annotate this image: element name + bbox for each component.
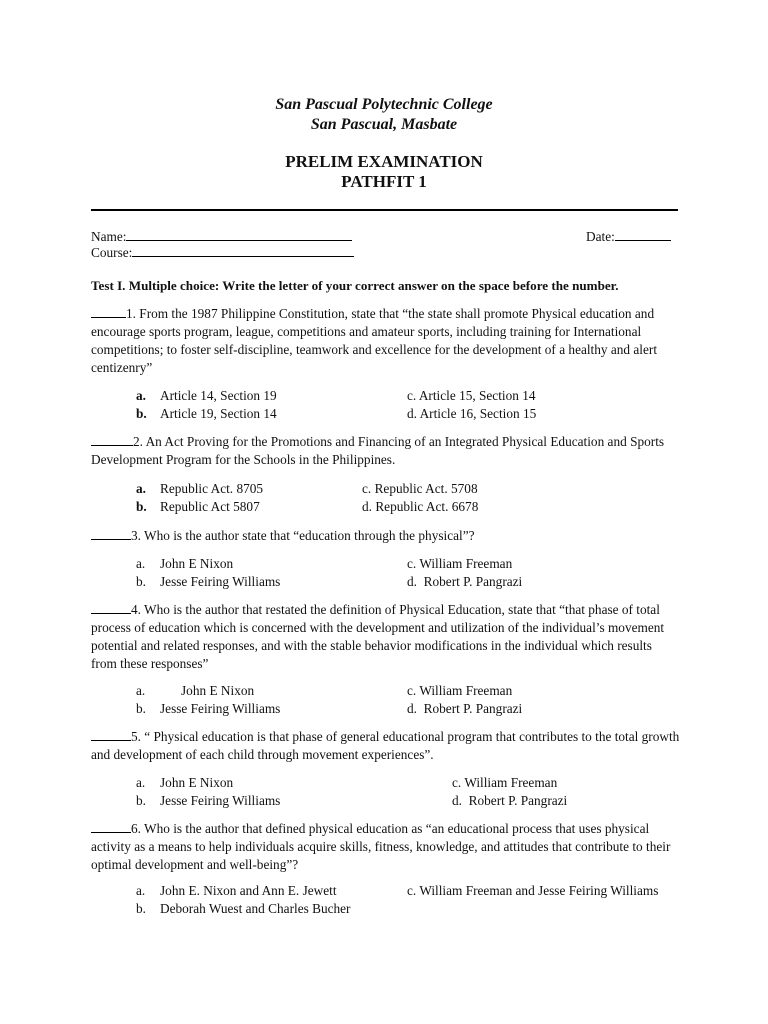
- option-3b[interactable]: b. Jesse Feiring Williams: [136, 574, 281, 589]
- college-location: San Pascual, Masbate: [310, 116, 458, 133]
- option-6b[interactable]: b. Deborah Wuest and Charles Bucher: [136, 901, 351, 916]
- answer-blank-4[interactable]: [91, 601, 131, 614]
- date-blank[interactable]: [615, 228, 671, 241]
- name-label: Name:: [91, 229, 127, 244]
- question-4: [91, 601, 681, 673]
- answer-blank-5[interactable]: [91, 728, 131, 741]
- test-instructions: Test I. Multiple choice: Write the letter of your correct answer on the space before the number.: [91, 278, 619, 293]
- option-2b[interactable]: b. Republic Act 5807: [136, 499, 260, 514]
- course-field[interactable]: [91, 244, 354, 262]
- option-4d[interactable]: d. Robert P. Pangrazi: [407, 701, 523, 716]
- option-4c[interactable]: c. William Freeman: [407, 683, 513, 698]
- answer-blank-2[interactable]: [91, 433, 133, 446]
- option-6a[interactable]: a. John E. Nixon and Ann E. Jewett: [136, 883, 337, 898]
- question-5: [91, 728, 681, 764]
- question-text: 6. Who is the author that defined physical education as “an educational process that uses physical activity as a means to help individuals acquire skills, fitness, knowledge, and attitudes that contribute to their optimal development and well-being”?: [91, 821, 671, 872]
- answer-blank-1[interactable]: [91, 305, 126, 318]
- option-3c[interactable]: c. William Freeman: [407, 556, 513, 571]
- option-2d[interactable]: d. Republic Act. 6678: [362, 499, 479, 514]
- date-field[interactable]: [586, 228, 671, 246]
- question-text: 1. From the 1987 Philippine Constitution, state that “the state shall promote Physical education and encourage sports program, league, competitions and amateur sports, including training for International competitions; to foster self-discipline, teamwork and excellence for the development of a healthy and alert centizenry”: [91, 306, 658, 375]
- option-5a[interactable]: a. John E Nixon: [136, 775, 234, 790]
- option-3a[interactable]: a. John E Nixon: [136, 556, 234, 571]
- college-name: San Pascual Polytechnic College: [275, 96, 493, 113]
- question-1: [91, 305, 681, 377]
- date-label: Date:: [586, 229, 615, 244]
- option-1a[interactable]: a. Article 14, Section 19: [136, 388, 277, 403]
- option-1d[interactable]: d. Article 16, Section 15: [407, 406, 537, 421]
- option-1c[interactable]: c. Article 15, Section 14: [407, 388, 536, 403]
- question-text: 4. Who is the author that restated the definition of Physical Education, state that “that phase of total process of education which is concerned with the development and utilization of the individual’s movement potential and related responses, and with the stable behavior modifications in the individual which results from these responses”: [91, 602, 665, 671]
- question-text: 5. “ Physical education is that phase of general educational program that contributes to the total growth and development of each child through movement experiences”.: [91, 729, 680, 762]
- option-3d[interactable]: d. Robert P. Pangrazi: [407, 574, 523, 589]
- course-label: Course:: [91, 245, 133, 260]
- answer-blank-3[interactable]: [91, 527, 131, 540]
- option-5b[interactable]: b. Jesse Feiring Williams: [136, 793, 281, 808]
- course-blank[interactable]: [132, 244, 354, 257]
- question-text: 2. An Act Proving for the Promotions and Financing of an Integrated Physical Education and Sports Development Program for the Schools in the Philippines.: [91, 434, 665, 467]
- option-1b[interactable]: b. Article 19, Section 14: [136, 406, 277, 421]
- question-2: [91, 433, 681, 469]
- option-5d[interactable]: d. Robert P. Pangrazi: [452, 793, 568, 808]
- header-divider: [91, 209, 678, 211]
- option-6c[interactable]: c. William Freeman and Jesse Feiring Williams: [407, 883, 659, 898]
- option-4a[interactable]: a. John E Nixon: [136, 683, 255, 698]
- option-4b[interactable]: b. Jesse Feiring Williams: [136, 701, 281, 716]
- question-3: [91, 527, 681, 545]
- option-2a[interactable]: a. Republic Act. 8705: [136, 481, 264, 496]
- name-blank[interactable]: [126, 228, 352, 241]
- option-5c[interactable]: c. William Freeman: [452, 775, 558, 790]
- option-2c[interactable]: c. Republic Act. 5708: [362, 481, 478, 496]
- question-text: 3. Who is the author state that “education through the physical”?: [131, 528, 475, 543]
- answer-blank-6[interactable]: [91, 820, 131, 833]
- subject-title: PATHFIT 1: [341, 172, 427, 191]
- exam-title: PRELIM EXAMINATION: [285, 152, 483, 171]
- question-6: [91, 820, 681, 874]
